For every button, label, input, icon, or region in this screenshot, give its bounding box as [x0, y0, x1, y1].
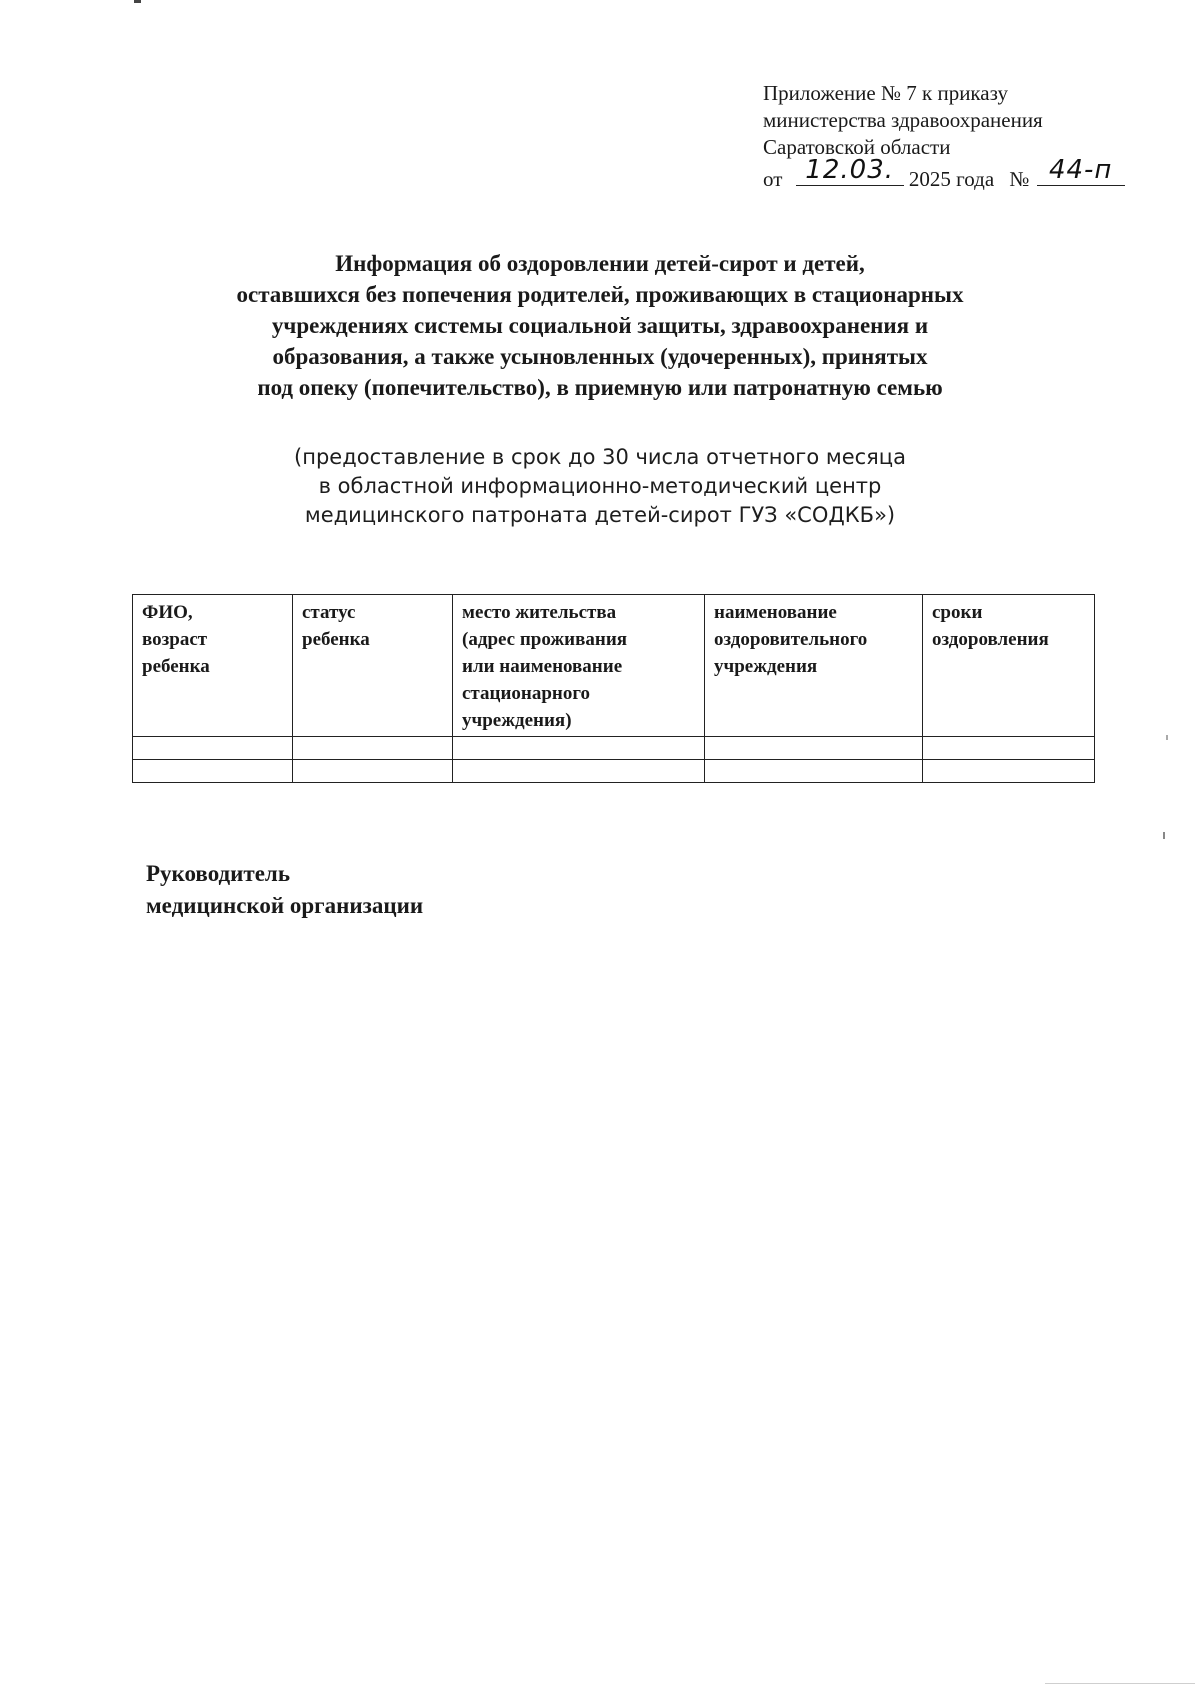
number-label: № [1009, 167, 1030, 191]
table-cell [923, 760, 1095, 783]
scan-artifact [134, 0, 141, 3]
table-cell [293, 760, 453, 783]
scan-artifact [1166, 735, 1168, 740]
table-cell [133, 737, 293, 760]
appendix-header [763, 80, 1163, 191]
table-cell [453, 760, 705, 783]
title-line: под опеку (попечительство), в приемную или патронатную семью [257, 375, 943, 400]
signatory-title-line-1: Руководитель [146, 861, 290, 886]
table-row [133, 760, 1095, 783]
table-cell [133, 760, 293, 783]
column-header-institution: наименование оздоровительного учреждения [705, 595, 923, 737]
date-field [796, 155, 904, 186]
title-line: учреждениях системы социальной защиты, здравоохранения и [271, 313, 929, 338]
title-line: оставшихся без попечения родителей, проживающих в стационарных [236, 282, 964, 307]
handwritten-order-number: 44-п [1048, 155, 1113, 185]
column-header-fio: ФИО, возраст ребенка [133, 595, 293, 737]
handwritten-date: 12.03. [805, 155, 894, 185]
table-row [133, 737, 1095, 760]
table-cell [923, 737, 1095, 760]
scan-artifact [1163, 832, 1165, 839]
table-cell [705, 760, 923, 783]
health-improvement-table [132, 594, 1095, 783]
subtitle-line: в областной информационно-методический центр [318, 474, 882, 498]
appendix-line-2: министерства здравоохранения [763, 108, 1043, 132]
table-cell [705, 737, 923, 760]
column-header-status: статус ребенка [293, 595, 453, 737]
order-date-number-line [763, 155, 1163, 191]
title-line: образования, а также усыновленных (удочеренных), принятых [272, 344, 928, 369]
appendix-line-1: Приложение № 7 к приказу [763, 81, 1008, 105]
submission-instructions [130, 443, 1070, 530]
table-header-row [133, 595, 1095, 737]
scan-artifact [1045, 1683, 1195, 1684]
table-cell [453, 737, 705, 760]
title-line: Информация об оздоровлении детей-сирот и детей, [335, 251, 865, 276]
column-header-period: сроки оздоровления [923, 595, 1095, 737]
order-number-field [1037, 155, 1125, 186]
appendix-line-3: Саратовской области [763, 135, 951, 159]
document-title [130, 248, 1070, 403]
from-label: от [763, 167, 783, 191]
subtitle-line: медицинского патроната детей-сирот ГУЗ «СОДКБ») [304, 503, 896, 527]
subtitle-line: (предоставление в срок до 30 числа отчетного месяца [294, 445, 906, 469]
year-label: 2025 года [908, 167, 995, 191]
signatory-title-line-2: медицинской организации [146, 893, 424, 918]
table-cell [293, 737, 453, 760]
column-header-residence: место жительства (адрес проживания или наименование стационарного учреждения) [453, 595, 705, 737]
signature-block [146, 858, 423, 922]
